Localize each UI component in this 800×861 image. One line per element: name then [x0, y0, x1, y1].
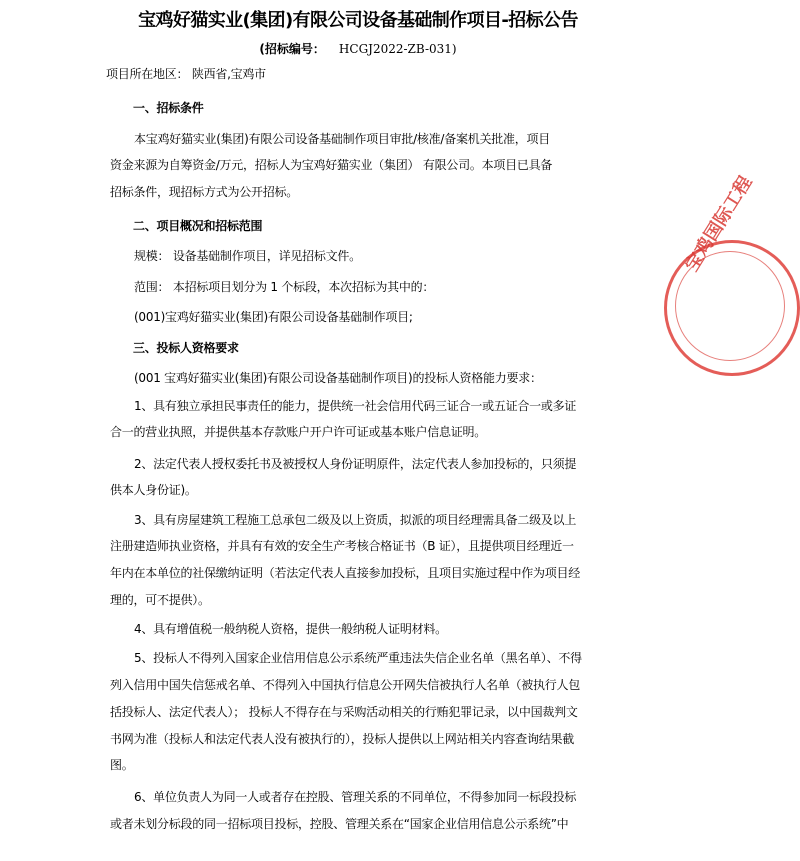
paragraph-line: 本宝鸡好猫实业(集团)有限公司设备基础制作项目审批/核准/备案机关批准，项目 — [134, 132, 550, 146]
section-heading-conditions: 一、招标条件 — [133, 101, 204, 115]
company-seal-text: 宝鸡国际工程 — [681, 172, 757, 276]
paragraph-line: 3、具有房屋建筑工程施工总承包二级及以上资质，拟派的项目经理需具备二级及以上 — [134, 513, 577, 527]
section-heading-overview: 二、项目概况和招标范围 — [133, 219, 263, 233]
project-location: 项目所在地区： 陕西省,宝鸡市 — [106, 67, 266, 81]
qualification-intro: (001 宝鸡好猫实业(集团)有限公司设备基础制作项目)的投标人资格能力要求： — [134, 371, 542, 385]
tender-code-label: (招标编号： — [259, 42, 325, 56]
paragraph-line: 书网为准（投标人和法定代表人没有被执行的），投标人提供以上网站相关内容查询结果截 — [110, 732, 575, 746]
paragraph-line: 供本人身份证)。 — [110, 483, 197, 497]
paragraph-line: 或者未划分标段的同一招标项目投标，控股、管理关系在“国家企业信用信息公示系统”中 — [110, 817, 569, 831]
paragraph-line: 招标条件，现招标方式为公开招标。 — [110, 185, 299, 199]
paragraph-line: 列入信用中国失信惩戒名单、不得列入中国执行信息公开网失信被执行人名单（被执行人包 — [110, 678, 581, 692]
tender-code-value: HCGJ2022-ZB-031) — [338, 42, 457, 56]
paragraph-line: 2、法定代表人授权委托书及被授权人身份证明原件，法定代表人参加投标的，只须提 — [134, 457, 577, 471]
tender-code-line — [0, 40, 716, 57]
paragraph-line: 理的，可不提供）。 — [110, 593, 210, 607]
section-heading-qualification: 三、投标人资格要求 — [133, 341, 239, 355]
project-scale: 规模： 设备基础制作项目，详见招标文件。 — [134, 249, 361, 263]
project-scope: 范围： 本招标项目划分为 1 个标段，本次招标为其中的： — [134, 280, 435, 294]
paragraph-line: 注册建造师执业资格，并具有有效的安全生产考核合格证书（B 证），且提供项目经理近一 — [110, 539, 574, 553]
paragraph-line: 6、单位负责人为同一人或者存在控股、管理关系的不同单位，不得参加同一标段投标 — [134, 790, 577, 804]
paragraph-line: 年内在本单位的社保缴纳证明（若法定代表人直接参加投标，且项目实施过程中作为项目经 — [110, 566, 581, 580]
paragraph-line: 资金来源为自筹资金/万元，招标人为宝鸡好猫实业（集团） 有限公司。本项目已具备 — [110, 158, 553, 172]
paragraph-line: 图。 — [110, 758, 134, 772]
paragraph-line: 合一的营业执照，并提供基本存款账户开户许可证或基本账户信息证明。 — [110, 425, 487, 439]
paragraph-line: 括投标人、法定代表人）； 投标人不得存在与采购活动相关的行贿犯罪记录，以中国裁判文 — [110, 705, 578, 719]
paragraph-line: 4、具有增值税一般纳税人资格，提供一般纳税人证明材料。 — [134, 622, 447, 636]
project-lot: (001)宝鸡好猫实业(集团)有限公司设备基础制作项目; — [134, 310, 413, 324]
paragraph-line: 5、投标人不得列入国家企业信用信息公示系统严重违法失信企业名单（黑名单）、不得 — [134, 651, 582, 665]
document-title: 宝鸡好猫实业(集团)有限公司设备基础制作项目-招标公告 — [138, 10, 578, 31]
paragraph-line: 1、具有独立承担民事责任的能力，提供统一社会信用代码三证合一或五证合一或多证 — [134, 399, 577, 413]
